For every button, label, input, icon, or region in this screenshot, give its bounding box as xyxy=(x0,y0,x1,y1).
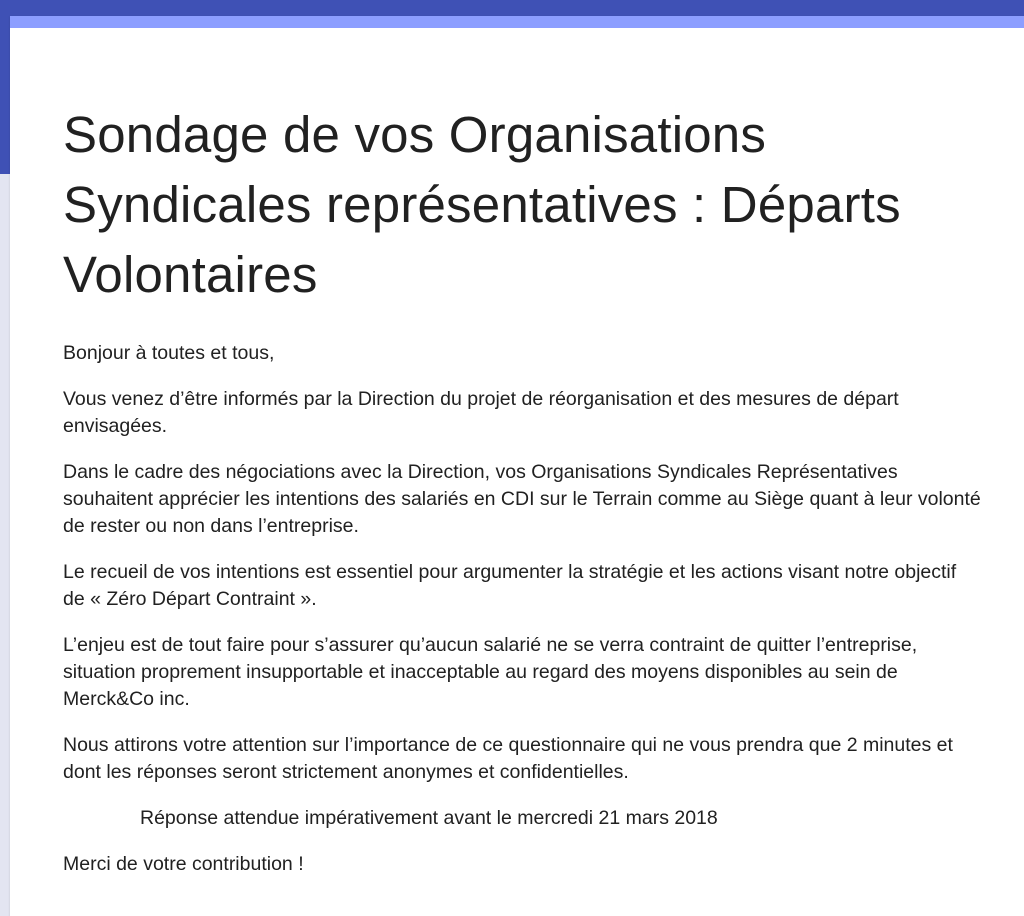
description-paragraph-stakes: L’enjeu est de tout faire pour s’assurer qu’aucun salarié ne se verra contraint de quitter l’entreprise, situation proprement insupportable et inacceptable au regard des moyens disponibles au sein de Merck&Co inc. xyxy=(63,634,918,710)
description-paragraph-attention: Nous attirons votre attention sur l’importance de ce questionnaire qui ne vous prendra que 2 minutes et dont les réponses seront strictement anonymes et confidentielles. xyxy=(63,734,953,783)
form-description xyxy=(63,340,983,878)
description-paragraph-objective: Le recueil de vos intentions est essentiel pour argumenter la stratégie et les actions visant notre objectif de « Zéro Départ Contraint ». xyxy=(63,561,957,610)
description-deadline: Réponse attendue impérativement avant le mercredi 21 mars 2018 xyxy=(140,807,718,829)
form-header-content xyxy=(63,100,983,897)
description-paragraph-context: Dans le cadre des négociations avec la Direction, vos Organisations Syndicales Représentatives souhaitent apprécier les intentions des salariés en CDI sur le Terrain comme au Siège quant à leur volonté de rester ou non dans l’entreprise. xyxy=(63,461,981,537)
form-title: Sondage de vos Organisations Syndicales représentatives : Départs Volontaires xyxy=(63,106,901,303)
description-greeting: Bonjour à toutes et tous, xyxy=(63,342,275,364)
description-paragraph-info: Vous venez d’être informés par la Direction du projet de réorganisation et des mesures de départ envisagées. xyxy=(63,388,899,437)
description-thanks: Merci de votre contribution ! xyxy=(63,853,304,875)
form-header-card xyxy=(10,16,1024,916)
